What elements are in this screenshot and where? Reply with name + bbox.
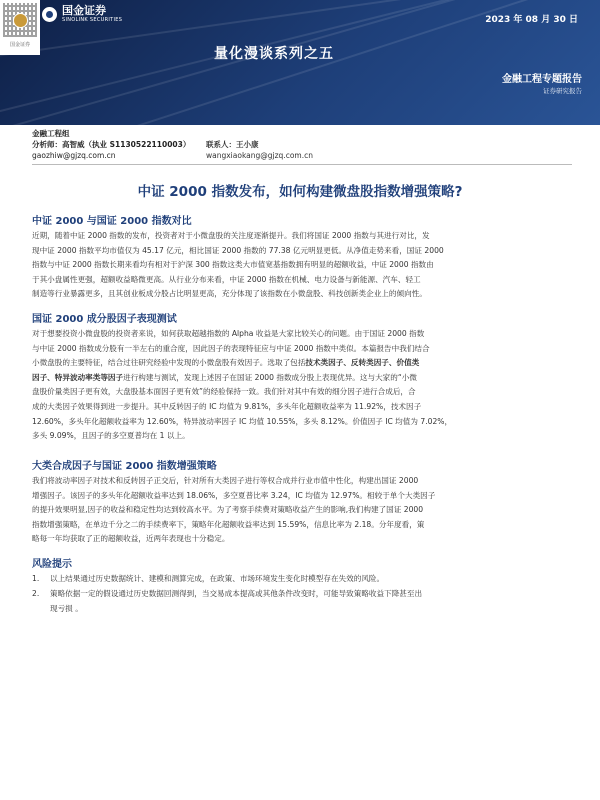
risk-item-text: 现亏损 。	[50, 603, 83, 613]
bold-factor-list-2: 特异波动率类等因子	[54, 372, 124, 382]
paragraph-line	[32, 371, 572, 386]
paragraph-line: 指数与中证 2000 指数长期来看均有相对于沪深 300 指数这类大市值宽基指数拥有明显的超额收益，中证 2000 指数由	[32, 260, 434, 270]
report-subtype: 证券研究报告	[543, 87, 582, 95]
section-body-enhancement	[32, 474, 572, 547]
text-run: 小微盘股的主要特征，结合过往研究经验中发现的小微盘股有效因子。选取了包括	[32, 358, 306, 368]
risk-item-text: 以上结果通过历史数据统计、建模和测算完成，在政策、市场环境发生变化时模型存在失效的风险。	[50, 574, 385, 583]
paragraph-line: 近期，随着中证 2000 指数的发布，投资者对于小微盘股的关注度逐渐提升。我们将国证 2000 指数与其进行对比，发	[32, 231, 430, 240]
risk-item-number: 1.	[32, 574, 40, 583]
brand-logo	[42, 5, 122, 24]
contact-label: 联系人：王小康	[206, 140, 259, 149]
contact-email[interactable]: wangxiaokang@gjzq.com.cn	[206, 151, 313, 160]
paragraph-line: 指数增强策略，在单边千分之二的手续费率下，策略年化超额收益率达到 15.59%，信息比率为 2.18。分年度看，策	[32, 519, 425, 529]
header-banner	[0, 0, 600, 125]
paragraph-line	[32, 356, 572, 371]
qr-logo-icon	[13, 13, 28, 28]
paragraph-line: 略每一年均获取了正的超额收益，近两年表现也十分稳定。	[32, 534, 230, 544]
section-heading-risk: 风险提示	[32, 559, 72, 570]
text-run: 进行构建与测试，发现上述因子在国证 2000 指数成分股上表现优异。这与大家的“小微	[123, 372, 417, 382]
author-block	[32, 128, 190, 161]
risk-item	[32, 572, 572, 587]
paragraph-line: 与中证 2000 指数成分股有一半左右的重合度，因此因子的表现特征应与中证 2000 指数中类似。本篇报告中我们结合	[32, 343, 430, 353]
paragraph-line: 增强因子。该因子的多头年化超额收益率达到 18.06%，多空夏普比率 3.24，IC 均值为 12.97%。相较于单个大类因子	[32, 490, 436, 500]
paragraph-line: 现中证 2000 指数平均市值仅为 45.17 亿元，相比国证 2000 指数的 77.38 亿元明显更低。从净值走势来看，国证 2000	[32, 245, 444, 255]
series-title: 量化漫谈系列之五	[214, 46, 334, 62]
section-body-factor-test	[32, 327, 572, 444]
text-run: 因子、	[32, 372, 55, 382]
risk-item-text: 策略依据一定的假设通过历史数据回测得到，当交易成本提高或其他条件改变时，可能导致策略收益下降甚至出	[50, 589, 423, 598]
risk-item	[32, 587, 572, 616]
team-name: 金融工程组	[32, 129, 70, 138]
section-heading-index-comparison: 中证 2000 与国证 2000 指数对比	[32, 216, 192, 227]
paragraph-line: 成的大类因子效果得到进一步提升。其中反转因子的 IC 均值为 9.81%，多头年化超额收益率为 11.92%，技术因子	[32, 401, 422, 411]
qr-code[interactable]	[0, 0, 40, 55]
paragraph-line: 12.60%，多头年化超额收益率为 12.60%，特异波动率因子 IC 均值 10.55%，多头 8.12%。价值因子 IC 均值为 7.02%，	[32, 416, 453, 426]
report-title: 中证 2000 指数发布，如何构建微盘股指数增强策略?	[137, 184, 463, 200]
bold-factor-list: 技术类因子、反转类因子、价值类	[305, 358, 420, 368]
risk-item-text-block	[50, 587, 422, 616]
divider	[32, 164, 572, 165]
paragraph-line: 多头 9.09%，且因子的多空夏普均在 1 以上。	[32, 431, 190, 441]
analyst-email[interactable]: gaozhiw@gjzq.com.cn	[32, 151, 116, 160]
section-heading-factor-test: 国证 2000 成分股因子表现测试	[32, 314, 177, 325]
paragraph-line: 盘股价量类因子更有效，大盘股基本面因子更有效”的经验保持一致。我们针对其中有效的细分因子进行合成后，合	[32, 387, 416, 397]
report-type: 金融工程专题报告	[502, 74, 582, 85]
brand-name-cn: 国金证券	[62, 4, 106, 17]
risk-item-number: 2.	[32, 589, 40, 598]
paragraph-line: 的提升效果明显,因子的收益和稳定性均达到较高水平。为了考察手续费对策略收益产生的影响,我们构建了国证 2000	[32, 505, 424, 515]
paragraph-line: 制造等行业暴露更多，且其创业板成分股占比明显更高，充分体现了该指数在小微盘股、科技创新类企业上的倾向性。	[32, 289, 427, 299]
sinolink-logo-icon	[42, 7, 57, 22]
report-date: 2023 年 08 月 30 日	[485, 15, 578, 25]
analyst-label: 分析师：高智威（执业 S1130522110003）	[32, 140, 191, 149]
section-body-index-comparison	[32, 229, 572, 302]
brand-name-en: SINOLINK SECURITIES	[62, 17, 123, 23]
paragraph-line: 我们将波动率因子对技术和反转因子正交后，针对所有大类因子进行等权合成并行业市值中性化，构建出国证 2000	[32, 476, 419, 485]
qr-label: 国金证券	[9, 42, 30, 48]
section-heading-enhancement: 大类合成因子与国证 2000 指数增强策略	[32, 461, 217, 472]
paragraph-line: 对于想要投资小微盘股的投资者来说，如何获取超越指数的 Alpha 收益是大家比较关心的问题。由于国证 2000 指数	[32, 329, 425, 338]
paragraph-line: 于其小盘属性更强，超额收益略微更高。从行业分布来看，中证 2000 指数在机械、电力设备与新能源、汽车、轻工	[32, 274, 421, 284]
